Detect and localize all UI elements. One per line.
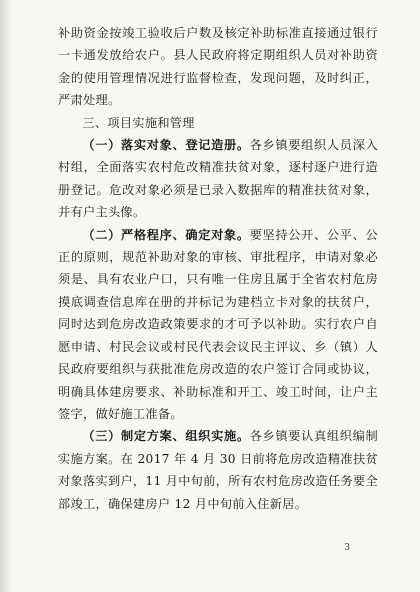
intro-paragraph	[58, 22, 378, 112]
item-1-body: 各乡镇要组织人员深入村组，全面落实农村危改精准扶贫对象，逐村逐户进行造册登记。危改对象必须是已录入数据库的精准扶贫对象，并有户主头像。	[58, 138, 378, 220]
item-3-body: 各乡镇要认真组织编制实施方案。在 2017 年 4 月 30 日前将危房改造精准扶贫对象落实到户，11 月中旬前，所有农村危房改造任务要全部竣工，确保建房户 12 月中旬前入住新居。	[58, 429, 378, 511]
item-2-paragraph	[58, 224, 378, 426]
document-body	[58, 22, 378, 515]
scan-edge-shadow	[0, 0, 12, 592]
page-number: 3	[344, 543, 350, 553]
item-3-paragraph	[58, 425, 378, 515]
intro-line-2: 一卡通发放给农户。县人民政府将定期组织人员对补助资金	[58, 48, 378, 85]
intro-line-4: 处理。	[82, 93, 121, 108]
item-1-paragraph	[58, 134, 378, 224]
section-title: 三、项目实施和管理	[82, 115, 195, 130]
item-2-body: 要坚持公开、公平、公正的原则，规范补助对象的审核、审批程序，申请对象必须是、具有农业户口，只有唯一住房且属于全省农村危房摸底调查信息库在册的并标记为建档立卡对象的扶贫户，同时达到危房改造政策要求的才可予以补助。实行农户自愿申请、村民会议或村民代表会议民主评议、乡（镇）人民政府要组织与获批准危房改造的农户签订合同或协议，明确具体建房要求、补助标准和开工、竣工时间，让户主签字，做好施工准备。	[58, 227, 378, 421]
item-2-title: （二）严格程序、确定对象。	[82, 227, 250, 242]
item-1-title: （一）落实对象、登记造册。	[82, 138, 250, 153]
item-3-title: （三）制定方案、组织实施。	[82, 429, 250, 444]
intro-line-3: 的使用管理情况进行监督检查，发现问题，及时纠正，严肃	[58, 70, 378, 108]
intro-line-1: 补助资金按竣工验收后户数及核定补助标准直接通过银行	[58, 26, 378, 40]
